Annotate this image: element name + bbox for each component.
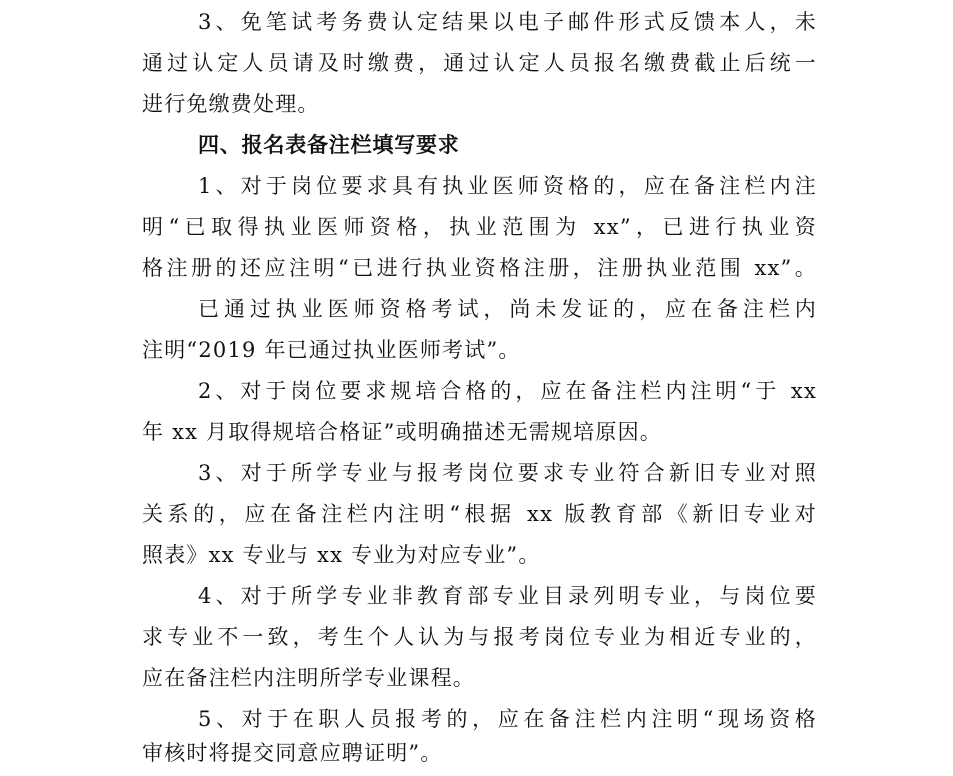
paragraph-line: 已通过执业医师资格考试，尚未发证的，应在备注栏内 [198, 297, 817, 321]
paragraph-line: 照表》xx 专业与 xx 专业为对应专业”。 [142, 543, 541, 567]
paragraph-line: 明“已取得执业医师资格，执业范围为 xx”，已进行执业资 [142, 215, 817, 239]
paragraph-line: 年 xx 月取得规培合格证”或明确描述无需规培原因。 [142, 420, 662, 444]
paragraph-line: 4、对于所学专业非教育部专业目录列明专业，与岗位要 [198, 584, 817, 608]
paragraph-line: 5、对于在职人员报考的，应在备注栏内注明“现场资格 [198, 707, 817, 731]
paragraph-line: 1、对于岗位要求具有执业医师资格的，应在备注栏内注 [198, 174, 817, 198]
paragraph-line: 审核时将提交同意应聘证明”。 [142, 741, 443, 765]
paragraph-line: 求专业不一致，考生个人认为与报考岗位专业为相近专业的， [142, 625, 817, 649]
paragraph-line: 进行免缴费处理。 [142, 92, 320, 116]
paragraph-line: 注明“2019 年已通过执业医师考试”。 [142, 338, 521, 362]
paragraph-line: 2、对于岗位要求规培合格的，应在备注栏内注明“于 xx [198, 379, 817, 403]
paragraph-line: 3、对于所学专业与报考岗位要求专业符合新旧专业对照 [198, 461, 817, 485]
paragraph-line: 关系的，应在备注栏内注明“根据 xx 版教育部《新旧专业对 [142, 502, 817, 526]
paragraph-line: 3、免笔试考务费认定结果以电子邮件形式反馈本人，未 [198, 10, 817, 34]
paragraph-line: 通过认定人员请及时缴费，通过认定人员报名缴费截止后统一 [142, 51, 817, 75]
paragraph-line: 应在备注栏内注明所学专业课程。 [142, 666, 475, 690]
section-heading: 四、报名表备注栏填写要求 [198, 133, 460, 157]
paragraph-line: 格注册的还应注明“已进行执业资格注册，注册执业范围 xx”。 [142, 256, 817, 280]
